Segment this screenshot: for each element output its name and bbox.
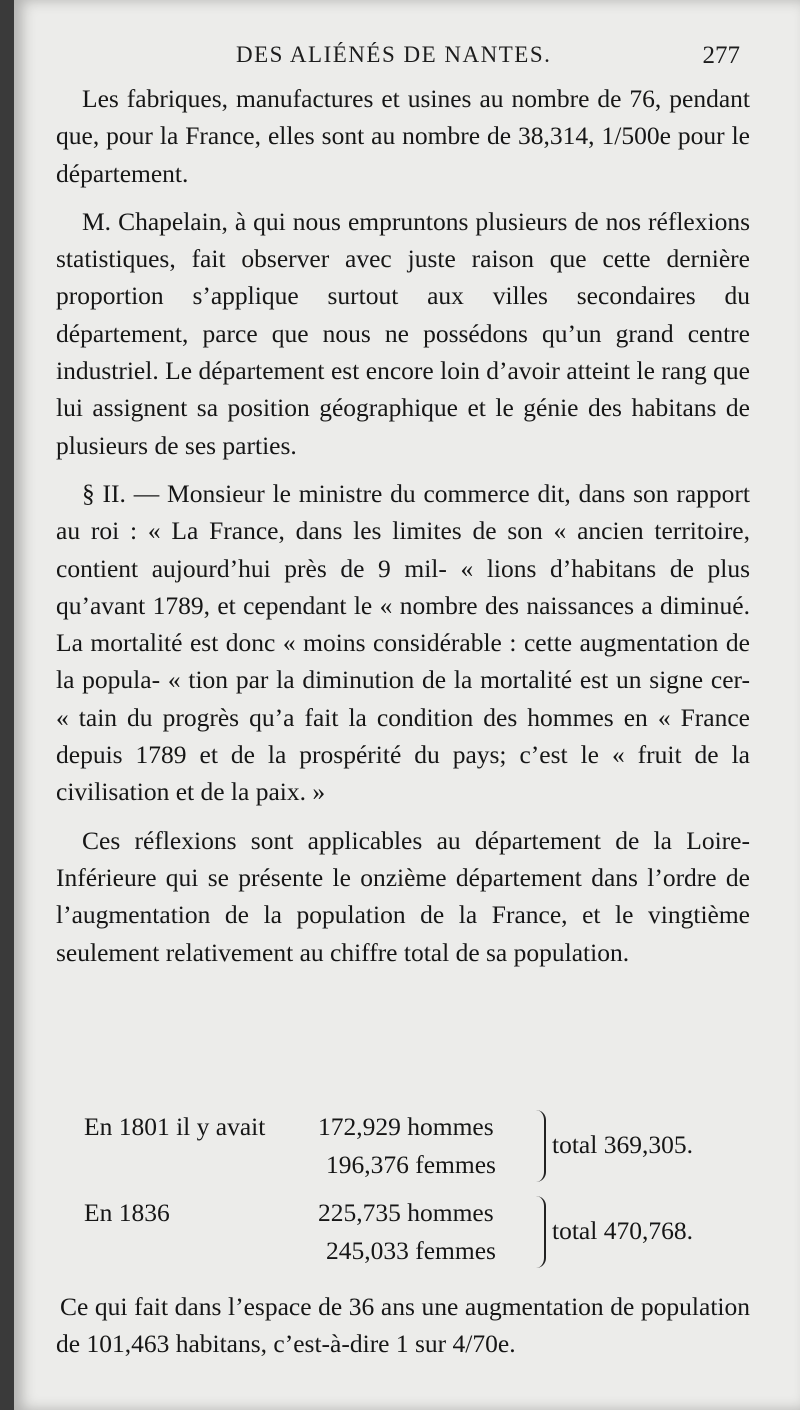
book-page bbox=[14, 0, 800, 1410]
closing-paragraph: Ce qui fait dans l’espace de 36 ans une augmentation de population de 101,463 habitans, c’est-à-dire 1 sur 4/70e. bbox=[56, 1292, 750, 1359]
census-men: 172,929 hommes bbox=[318, 1112, 494, 1141]
paragraph-factories: Les fabriques, manufactures et usines au nombre de 76, pendant que, pour la France, elles sont au nombre de 38,314, 1/500e pour le département. bbox=[56, 84, 750, 188]
census-women: 196,376 femmes bbox=[326, 1150, 496, 1179]
running-title: DES ALIÉNÉS DE NANTES. bbox=[236, 42, 552, 67]
page-number: 277 bbox=[702, 42, 740, 69]
census-row-1801 bbox=[56, 1108, 776, 1188]
brace-icon bbox=[534, 1110, 546, 1182]
paragraph-chapelain: M. Chapelain, à qui nous empruntons plusieurs de nos réflexions statistiques, fait observer avec juste raison que cette dernière proportion s’applique surtout aux villes secondaires du département, parce que nous ne possédons qu’un grand centre industriel. Le département est encore loin d’avoir atteint le rang que lui assignent sa position géographique et le génie des habitans de plusieurs de ses parties. bbox=[56, 206, 750, 460]
page-header bbox=[14, 40, 800, 74]
census-label: En 1836 bbox=[84, 1198, 170, 1227]
census-total: total 369,305. bbox=[552, 1130, 693, 1159]
paragraph-section-ii: § II. — Monsieur le ministre du commerce dit, dans son rapport au roi : « La France, dans les limites de son « ancien territoire, contient aujourd’hui près de 9 mil- « lions d’habitans de plus qu’avant 1789, et cependant le « nombre des naissances a diminué. La mortalité est donc « moins considérable : cette augmentation de la popula- « tion par la diminution de la mortalité est un signe cer- « tain du progrès qu’a fait la condition des hommes en « France depuis 1789 et de la prospérité du pays; c’est le « fruit de la civilisation et de la paix. » bbox=[56, 478, 750, 807]
census-total: total 470,768. bbox=[552, 1216, 693, 1245]
census-men: 225,735 hommes bbox=[318, 1198, 494, 1227]
census-row-1836 bbox=[56, 1194, 776, 1274]
brace-icon bbox=[534, 1196, 546, 1268]
body-text bbox=[56, 80, 750, 971]
paragraph-reflections: Ces réflexions sont applicables au département de la Loire-Inférieure qui se présente le onzième département dans l’ordre de l’augmentation de la population de la France, et le vingtième seulement relativement au chiffre total de sa population. bbox=[56, 825, 750, 967]
census-women: 245,033 femmes bbox=[326, 1236, 496, 1265]
census-label: En 1801 il y avait bbox=[84, 1112, 266, 1141]
